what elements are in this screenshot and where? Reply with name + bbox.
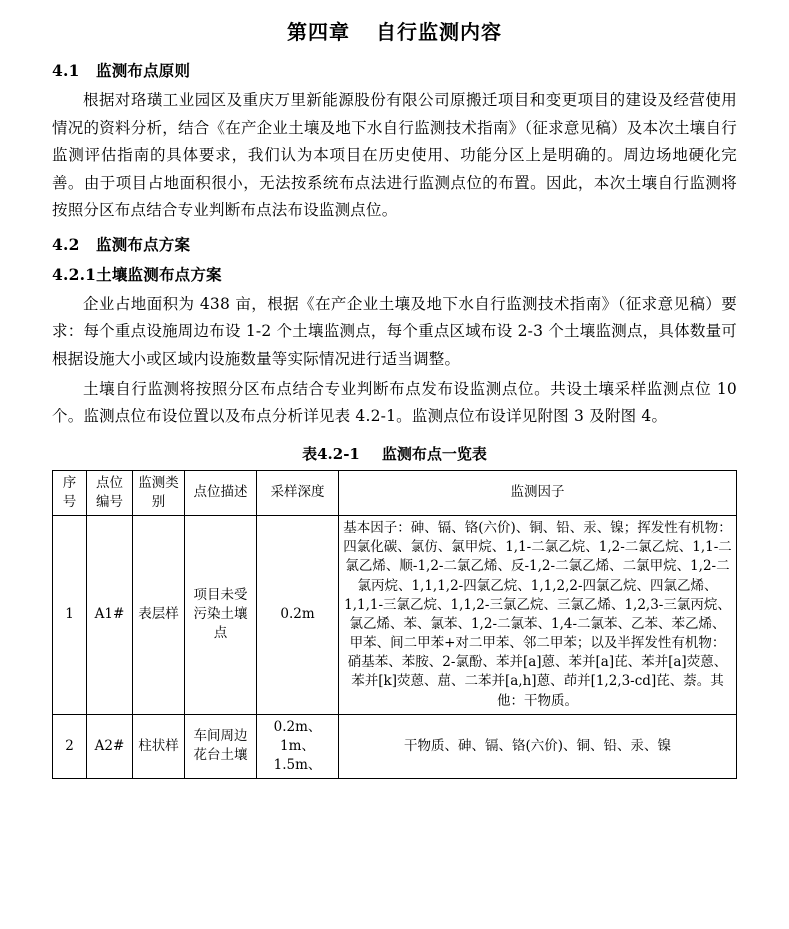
cell-seq: 2 — [53, 714, 87, 778]
table-header-type: 监测类别 — [133, 470, 185, 515]
section-number-4-2: 4.2 — [52, 234, 80, 254]
section-heading-4-1 — [52, 59, 737, 81]
table-header-depth: 采样深度 — [257, 470, 339, 515]
cell-seq: 1 — [53, 516, 87, 715]
cell-code: A2# — [87, 714, 133, 778]
table-header-factors: 监测因子 — [339, 470, 737, 515]
table-row — [53, 714, 737, 778]
section-number-4-2-1: 4.2.1 — [52, 264, 97, 284]
cell-desc: 车间周边花台土壤 — [185, 714, 257, 778]
chapter-title-number: 第四章 — [287, 20, 350, 44]
section-heading-4-2-1 — [52, 263, 737, 285]
table-header-desc: 点位描述 — [185, 470, 257, 515]
table-caption-text: 监测布点一览表 — [381, 444, 487, 463]
cell-type: 柱状样 — [133, 714, 185, 778]
section-heading-4-2 — [52, 233, 737, 255]
page-title — [52, 16, 737, 45]
cell-depth: 0.2m、1m、1.5m、 — [257, 714, 339, 778]
table-header-code: 点位编号 — [87, 470, 133, 515]
section-title-4-2: 监测布点方案 — [96, 234, 191, 254]
table-row — [53, 516, 737, 715]
cell-factors: 干物质、砷、镉、铬(六价)、铜、铅、汞、镍 — [339, 714, 737, 778]
section-title-4-1: 监测布点原则 — [96, 61, 191, 80]
section-number-4-1: 4.1 — [52, 61, 80, 80]
table-header-seq: 序号 — [53, 470, 87, 515]
paragraph-4-2-1-2: 土壤自行监测将按照分区布点结合专业判断布点发布设监测点位。共设土壤采样监测点位 10 个。监测点位布设位置以及布点分析详见表 4.2-1。监测点位布设详见附图 3 及附图 4。 — [52, 379, 737, 426]
cell-desc: 项目未受污染土壤点 — [185, 516, 257, 715]
chapter-title-text: 自行监测内容 — [376, 20, 502, 44]
cell-code: A1# — [87, 516, 133, 715]
table-caption — [52, 443, 737, 464]
cell-factors: 基本因子：砷、镉、铬(六价)、铜、铅、汞、镍；挥发性有机物：四氯化碳、氯仿、氯甲烷、1,1-二氯乙烷、1,2-二氯乙烷、1,1-二氯乙烯、顺-1,2-二氯乙烯、反-1,2-二氯乙烯、二氯甲烷、1,2-二氯丙烷、1,1,1,2-四氯乙烷、1,1,2,2-四氯乙烷、四氯乙烯、1,1,1-三氯乙烷、1,1,2-三氯乙烷、三氯乙烯、1,2,3-三氯丙烷、氯乙烯、苯、氯苯、1,2-二氯苯、1,4-二氯苯、乙苯、苯乙烯、甲苯、间二甲苯+对二甲苯、邻二甲苯；以及半挥发性有机物：硝基苯、苯胺、2-氯酚、苯并[a]蒽、苯并[a]芘、苯并[a]荧蒽、苯并[k]荧蒽、䓛、二苯并[a,h]蒽、茚并[1,2,3-cd]芘、萘。其他：干物质。 — [339, 516, 737, 715]
table-header-row — [53, 470, 737, 515]
cell-type: 表层样 — [133, 516, 185, 715]
table-caption-number: 表4.2-1 — [302, 444, 360, 463]
monitoring-points-table — [52, 470, 737, 779]
section-title-4-2-1: 土壤监测布点方案 — [96, 264, 222, 284]
cell-depth: 0.2m — [257, 516, 339, 715]
paragraph-4-1-1: 根据对珞璜工业园区及重庆万里新能源股份有限公司原搬迁项目和变更项目的建设及经营使用情况的资料分析，结合《在产企业土壤及地下水自行监测技术指南》（征求意见稿）及本次土壤自行监测评估指南的具体要求，我们认为本项目在历史使用、功能分区上是明确的。周边场地硬化完善。由于项目占地面积很小，无法按系统布点法进行监测点位的布置。因此，本次土壤自行监测将按照分区布点结合专业判断布点法布设监测点位。 — [52, 91, 737, 220]
paragraph-4-2-1-1: 企业占地面积为 438 亩，根据《在产企业土壤及地下水自行监测技术指南》（征求意见稿）要求：每个重点设施周边布设 1-2 个土壤监测点，每个重点区域布设 2-3 个土壤监测点，具体数量可根据设施大小或区域内设施数量等实际情况进行适当调整。 — [52, 294, 737, 369]
